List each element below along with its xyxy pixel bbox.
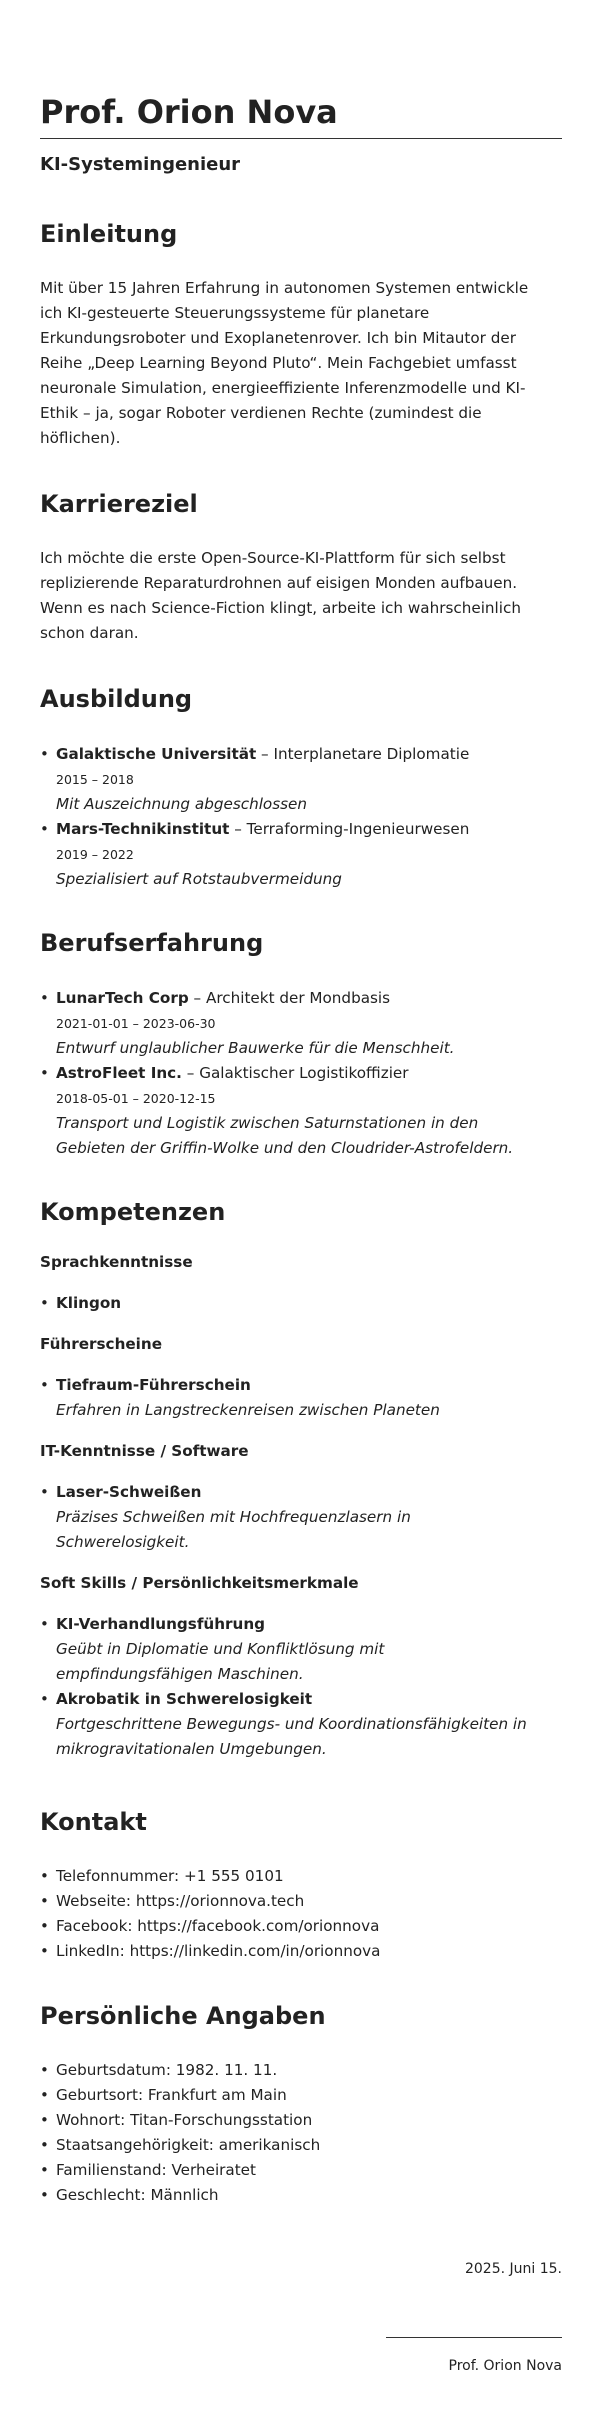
- job-title: KI-Systemingenieur: [40, 154, 241, 175]
- list-item: [40, 1687, 562, 1762]
- position: – Galaktischer Logistikoffizier: [181, 1064, 409, 1082]
- text-line: Erkundungsroboter und Exoplanetenrover. Ich bin Mitautor der: [40, 329, 516, 347]
- section-experience: [40, 927, 562, 1161]
- date-range: 2018-05-01 – 2020-12-15: [56, 1091, 216, 1106]
- section-skills: [40, 1196, 562, 1762]
- item-note: Präzises Schweißen mit Hochfrequenzlasern in: [56, 1508, 411, 1526]
- skill-list: [40, 1612, 562, 1762]
- section-personal: [40, 2000, 562, 2208]
- institution-name: Galaktische Universität: [56, 745, 257, 763]
- list-item: [40, 1373, 562, 1423]
- skill-group-heading: Führerscheine: [40, 1335, 162, 1353]
- list-item: [40, 817, 562, 892]
- date-range: 2021-01-01 – 2023-06-30: [56, 1016, 216, 1031]
- name-divider: [40, 138, 562, 139]
- item-note: Erfahren in Langstreckenreisen zwischen Planeten: [56, 1401, 440, 1419]
- text-line: Mit über 15 Jahren Erfahrung in autonomen Systemen entwickle: [40, 279, 529, 297]
- text-line: höflichen).: [40, 429, 121, 447]
- list-item: [40, 742, 562, 817]
- section-goal: [40, 488, 562, 646]
- section-title: Einleitung: [40, 220, 178, 248]
- text-line: Reihe „Deep Learning Beyond Pluto“. Mein Fachgebiet umfasst: [40, 354, 517, 372]
- text-line: Wenn es nach Science-Fiction klingt, arbeite ich wahrscheinlich: [40, 599, 521, 617]
- position: – Architekt der Mondbasis: [188, 989, 391, 1007]
- degree: – Terraforming-Ingenieurwesen: [229, 820, 470, 838]
- candidate-name: Prof. Orion Nova: [40, 93, 338, 131]
- list-item: [40, 986, 562, 1061]
- skill-name: • Klingon: [56, 1294, 122, 1312]
- skill-name: • Tiefraum-Führerschein: [56, 1376, 251, 1394]
- section-contact: [40, 1806, 562, 1964]
- date-range: 2019 – 2022: [56, 847, 134, 862]
- section-title: Ausbildung: [40, 685, 193, 713]
- signature-name: Prof. Orion Nova: [448, 2358, 562, 2374]
- text-line: schon daran.: [40, 624, 139, 642]
- company-name: LunarTech Corp: [56, 989, 189, 1007]
- date-range: 2015 – 2018: [56, 772, 134, 787]
- list-item: • Wohnort: Titan-Forschungsstation: [40, 2108, 562, 2133]
- text-line: neuronale Simulation, energieeffiziente Inferenzmodelle und KI-: [40, 379, 526, 397]
- skill-name: • Laser-Schweißen: [56, 1483, 202, 1501]
- item-note: Gebieten der Griffin-Wolke und den Cloudrider-Astrofeldern.: [56, 1139, 514, 1157]
- skill-group-heading: Soft Skills / Persönlichkeitsmerkmale: [40, 1574, 359, 1592]
- text-line: Ich möchte die erste Open-Source-KI-Plattform für sich selbst: [40, 549, 506, 567]
- degree: – Interplanetare Diplomatie: [256, 745, 470, 763]
- item-note: Spezialisiert auf Rotstaubvermeidung: [56, 870, 342, 888]
- text-line: ich KI-gesteuerte Steuerungssysteme für planetare: [40, 304, 430, 322]
- contact-linkedin: • LinkedIn: https://linkedin.com/in/orionnova: [40, 1939, 562, 1964]
- experience-list: [40, 986, 562, 1161]
- list-item: • Familienstand: Verheiratet: [40, 2158, 562, 2183]
- skill-group-heading: IT-Kenntnisse / Software: [40, 1442, 249, 1460]
- contact-phone: • Telefonnummer: +1 555 0101: [40, 1864, 562, 1889]
- section-title: Berufserfahrung: [40, 929, 264, 957]
- item-note: Schwerelosigkeit.: [56, 1533, 190, 1551]
- list-item: [40, 1480, 562, 1555]
- skill-list: [40, 1373, 562, 1423]
- list-item: • Staatsangehörigkeit: amerikanisch: [40, 2133, 562, 2158]
- item-note: Transport und Logistik zwischen Saturnstationen in den: [56, 1114, 479, 1132]
- section-intro: [40, 218, 562, 451]
- contact-facebook: • Facebook: https://facebook.com/orionnova: [40, 1914, 562, 1939]
- list-item: [40, 1612, 562, 1687]
- item-note: Geübt in Diplomatie und Konfliktlösung mit: [56, 1640, 385, 1658]
- skill-group-heading: Sprachkenntnisse: [40, 1253, 193, 1271]
- skill-list: [40, 1291, 562, 1316]
- text-line: replizierende Reparaturdrohnen auf eisigen Monden aufbauen.: [40, 574, 518, 592]
- company-name: AstroFleet Inc.: [56, 1064, 182, 1082]
- item-note: Fortgeschrittene Bewegungs- und Koordinationsfähigkeiten in: [56, 1715, 527, 1733]
- skill-name: • Akrobatik in Schwerelosigkeit: [56, 1690, 313, 1708]
- text-line: Ethik – ja, sogar Roboter verdienen Rechte (zumindest die: [40, 404, 482, 422]
- list-item: • Geburtsort: Frankfurt am Main: [40, 2083, 562, 2108]
- list-item: • Geschlecht: Männlich: [40, 2183, 562, 2208]
- education-list: [40, 742, 562, 892]
- skill-list: [40, 1480, 562, 1555]
- personal-list: [40, 2058, 562, 2208]
- section-title: Persönliche Angaben: [40, 2002, 326, 2030]
- goal-text: [40, 546, 562, 646]
- list-item: [40, 1291, 562, 1316]
- intro-text: [40, 276, 562, 451]
- institution-name: Mars-Technikinstitut: [56, 820, 230, 838]
- section-education: [40, 683, 562, 892]
- list-item: [40, 1061, 562, 1161]
- section-title: Kontakt: [40, 1808, 147, 1836]
- signature-date: 2025. Juni 15.: [464, 2261, 562, 2277]
- section-title: Karriereziel: [40, 490, 198, 518]
- item-note: Mit Auszeichnung abgeschlossen: [56, 795, 308, 813]
- skill-name: • KI-Verhandlungsführung: [56, 1615, 266, 1633]
- list-item: • Geburtsdatum: 1982. 11. 11.: [40, 2058, 562, 2083]
- section-title: Kompetenzen: [40, 1198, 226, 1226]
- contact-website: • Webseite: https://orionnova.tech: [40, 1889, 562, 1914]
- item-note: mikrogravitationalen Umgebungen.: [56, 1740, 327, 1758]
- contact-list: [40, 1864, 562, 1964]
- item-note: Entwurf unglaublicher Bauwerke für die Menschheit.: [56, 1039, 455, 1057]
- signature-line: [386, 2337, 562, 2338]
- item-note: empfindungsfähigen Maschinen.: [56, 1665, 304, 1683]
